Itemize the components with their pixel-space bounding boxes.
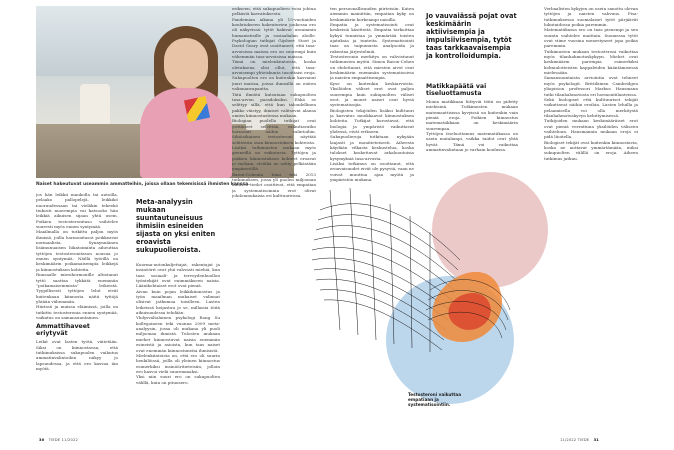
paragraph: Testosteronin merkitys on vahvistunut tutkimusten myötä. Simon Baron-Cohen on ehdottanut, että miesten aivot ovat keskimäärin enemmän systematisoivia ja naisten empaattisempia. <box>330 54 414 81</box>
lead-quote: Meta-analyysin mukaan suuntautuneisuus ihmisiin esineiden sijasta on yksi eniten eroavista sukupuolieroista. <box>136 198 216 254</box>
paragraph: Biologisten tekijöiden lisäksi kulttuuri ja kasvatus muokkaavat kiinnostuksen kohteita. Tutkijat korostavat, että biologia ja ympäristö vaikuttavat yhdessä, eivät erikseen. <box>330 107 414 134</box>
paragraph: Leikit ovat lasten työtä, väitetään. Siksi on kiinnostavaa, että tutkimuksissa sukupuolen vaikutus ammatinvalintoihin näkyy jo lapsuudessa, ja että ero kasvaa iän myötä. <box>36 339 118 371</box>
paragraph: Matematiikassa ero on taas pienempi ja sen suunta vaihtelee maittain. Suomessa tytöt ovat viime vuosina menestyneet jopa poikia paremmin. <box>544 27 638 49</box>
footer-left <box>36 438 78 442</box>
paragraph: Lisäksi tutkimusten mukaan myös geeneillä on vaikutusta. Tyttöjen ja poikien kiinnostuksen kohteet eroavat jo varhain, eivätkä ne selity pelkästään ympäristöllä. <box>232 144 316 172</box>
paragraph: Tätä ilmiötä kutsutaan sukupuolten tasa-arvon paradoksiksi. Ehkä se selittyy sillä, että kun taloudellinen pakko väistyy, ihmiset valitsevat alansa omien kiinnostustensa mukaan. <box>232 91 316 118</box>
paragraph: Yhdysvaltalainen psykologi Rong Su kollegoineen teki vuonna 2009 meta-analyysin, jossa oli mukana yli puoli miljoonaa ihmistä. Tulosten mukaan miehet kiinnostuvat naisia enemmän esineistä ja asioista, kun taas naiset ovat enemmän kiinnostuneita ihmisistä. <box>136 315 220 353</box>
paragraph: Kyse on kuitenkin keskiarvoista. Yksilöiden väliset erot ovat paljon suurempia kuin sukupuolten väliset erot, ja monet naiset ovat hyviä systematisoijia. <box>330 80 414 108</box>
paragraph: Tämä on mielenkiintoista, koska oletuksena olisi ollut, että tasa-arvoisempi yhteiskunta tasoittaisi eroja. Sukupuolten ero on kuitenkin kasvanut juuri maissa, joissa ihmisillä on eniten valinnanvapautta. <box>232 59 316 92</box>
paragraph: Aivan kuin pojan leikkikiinnostus ja työn maailman mukaiset valinnat olisivat jatkumoa toisilleen. Lasten leikeissä heijastuu jo se, millaisia töitä aikuisuudessa tehdään. <box>136 288 220 316</box>
paragraph: Mielenkiintoista on, että ero oli suurin henkilöissä, joilla oli yleinen kiinnostus esimerkiksi insinööritieteisiin, jolloin ero kasvoi vielä suuremmaksi. <box>136 352 220 374</box>
paragraph: Kuorma-autonkuljettajat, rakentajat ja insinöörit ovat yhä vahvasti miehiä, kun taas sosiaali- ja terveydenhuollon työntekijät ovat enimmäkseen naisia. Läänikohtaiset erot ovat pieniä. <box>136 262 220 289</box>
paragraph: erikseen, että sukupuoliero voisi johtua pelkästä kasvatuksesta. <box>232 6 316 17</box>
column-6 <box>544 6 638 432</box>
paragraph: Biologian puolella tutkijat ovat yrittäneet selvittää, vaikuttavatko hormonit näihin valintoihin. Sikiöaikainen testosteroni näyttää selittävän osan kiinnostuksen kohteista. <box>232 118 316 145</box>
paragraph: Verbaalisten kykyjen on usein sanottu olevan tyttöjen ja naisten vahvuus. Pisa-tutkimuksessa suomalaiset tytöt pärjäävät lukutaidossa poikia paremmin. <box>544 6 638 28</box>
rubiks-cube-icon <box>184 96 210 122</box>
paragraph: Lisäksi tutkimus on osoittanut, että eroavaisuudet eivät ole pysyviä, vaan ne voivat muuttua ajan myötä ja ympäristön mukana. <box>330 160 414 182</box>
paragraph: ten persoonallisuuden piirteisiin. Kuten aiemmin mainittiin, empatian kyky on keskimäärin korkeampi naisilla. <box>330 6 414 22</box>
pink-circle <box>432 172 548 288</box>
page-number: 30 <box>39 438 45 442</box>
paragraph: Maailmalla on tutkittu paljon myös ihmisiä, joilla hormonitasot poikkeavat normaalista. Synnynnäinen lisämunuaisen liikatoiminta aiheuttaa tyttöjen testosteronitason nousua jo ennen syntymää. Näillä tytöillä on keskimäärin poikamaisempia leikkejä ja kiinnostuksen kohteita. <box>36 229 118 272</box>
magazine-name: TIEDE <box>577 438 590 442</box>
subheading: Matikkapäätä vai tiseluottamusta <box>426 83 487 97</box>
paragraph: Hiirissä ja muissa eläimissä, joilla on tutkittu testosteronia ennen syntymää, vaikutus on samansuuntainen. <box>36 304 118 320</box>
paragraph: Pandemian aikana yli 15-vuotiaiden koulutukseen hakeutuvien joukossa ero oli näkyvissä: tytöt hakivat useammin humanistisille ja sosiaalialan aloille. Psykologian tutkijat Gijsbert Stoet ja David Geary ovat osoittaneet, että tasa-arvoisissa maissa ero on suurempi kuin vähemmän tasa-arvoisissa maissa. <box>232 16 316 60</box>
paragraph: Sukupuolieroja tutkitaan nykyään laajasti ja monitieteisesti. Aiheesta käydään vilkasta keskustelua, koska tulokset koskettavat arkaluontoisia kysymyksiä tasa-arvosta. <box>330 134 414 161</box>
column-2 <box>136 262 220 432</box>
magazine-name: TIEDE <box>48 438 61 442</box>
paragraph: Sekä biologiset että kulttuuriset tekijät vaikuttavat näihin eroihin. Lasten leluilla ja pelaamisella voi olla merkitystä tilanhahmotuskyvyn kehittymisessä. <box>544 96 638 118</box>
paragraph: Tutkimusten mukaan testosteroni vaikuttaa myös tilanhahmotuskykyyn. Miehet ovat keskimäärin parempia esimerkiksi kolmiulotteisten kappaleiden kääntämisessä mielessään. <box>544 48 638 76</box>
issue-number: 11/2022 <box>61 438 79 442</box>
paragraph: Tutkijoiden mukaan keskimääräiset erot ovat pieniä verrattuna yksilöiden väliseen vaihteluun. Hausmannin mukaan eroja ei pidä liioitella. <box>544 118 638 140</box>
figure-caption: Testosteroni vaikuttaa empatiaan ja systematisointiin. <box>408 392 462 407</box>
paragraph: Biologiset tekijät ovat kuitenkin kiinnostavia, koska ne auttavat ymmärtämään, miksi sukupuolten välillä on eroja. Aiheen tutkimus jatkuu. <box>544 139 638 161</box>
footer-right <box>560 438 602 442</box>
photo-caption: Naiset hakeutuvat useammin ammatteihin, joissa ollaan tekemisissä ihmisten kanssa. <box>36 182 250 187</box>
paragraph: Yksi niin suuri ero on sukupuolten välillä, kuin on pituusero. <box>136 374 220 385</box>
paragraph: Samansuuntaista arviointia ovat tehneet myös psykologit. Brittiläinen Cambridgen yliopiston professori Markus Hausmann tutki tilanhahmotusta eri hormonitilanteissa. <box>544 75 638 97</box>
paragraph: Tyttöjen itseluottamus matematiikassa on usein matalampi, vaikka taidot ovat yhtä hyvät. Tämä voi vaikuttaa ammatinvalintaan jo varhain koulussa. <box>426 131 518 153</box>
subheading: Ammattihaveet eriytyvät <box>36 323 90 338</box>
column-1 <box>36 192 118 432</box>
paragraph: Monia matikkaan liittyviä töitä on pidetty miehisinä. Tutkimusten mukaan matemaattisissa kyvyissä on kuitenkin vain pieniä eroja. Poikien kiinnostus matematiikkaan on keskimäärin suurempaa. <box>426 99 518 131</box>
page-number: 31 <box>593 438 600 442</box>
issue-number: 11/2022 <box>560 438 577 442</box>
paragraph: Baron-Cohenin tiimi teki 2013 tutkimuksen, jossa yli puolen miljoonan ihmisen tiedot osoittivat, että empatian ja systematisoinnin erot olivat johdonmukaisia eri kulttuureissa. <box>232 171 316 199</box>
lead-quote: Jo vauvaiässä pojat ovat keskimäärin aktiivisempia ja impulsiivisempia, tytöt taas tarkkaavaisempia ja kontrolloidumpia. <box>426 12 517 60</box>
paragraph: Empatia ja systematisointi ovat keskeisiä käsitteitä. Empatia tarkoittaa kykyä tunnistaa ja ymmärtää toisten ajatuksia ja tunteita. Systematisointi taas on taipumusta analysoida ja rakentaa järjestelmiä. <box>330 22 414 54</box>
paragraph: jos hän leikkii maukolla tai autoilla, pelaako pallopelejä, leikkikö nuoruudessaan tai vieläkin tekeekö tiukosti nuorempia vai katsooko hän leikkiä aikuisen sijaan yhtä usein. Poikien testosteronitaso vaihtelee suuresti myös ennen syntymää. <box>36 192 118 230</box>
paragraph: Runsaalle miesihormonille altistunut tyttö saattaa tykkätä enemmän ”poikamaisemmista” leikeistä. Tyypillisesti tyttöjen lelut eivät kuitenkaan kiinnosta näitä tyttöjä yhtään vähemmän. <box>36 272 118 304</box>
